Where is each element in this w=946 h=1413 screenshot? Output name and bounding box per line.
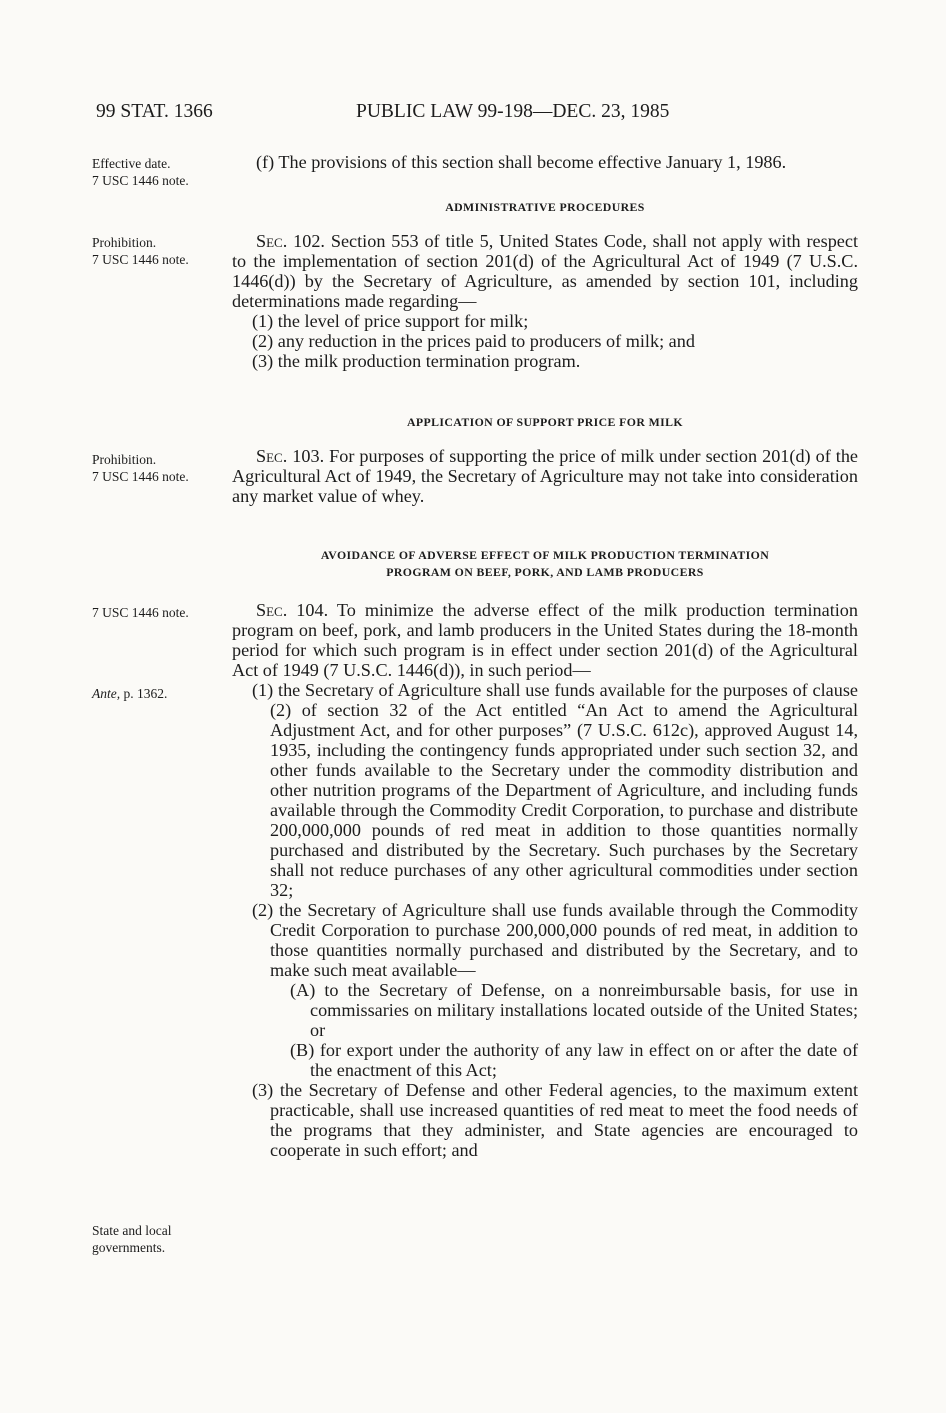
- margin-note-effective-date: [92, 155, 232, 189]
- paragraph-f: (f) The provisions of this section shall become effective January 1, 1986.: [256, 152, 787, 172]
- list-subitem: (B) for export under the authority of any law in effect on or after the date of the enactment of this Act;: [290, 1040, 858, 1080]
- section-text: Section 553 of title 5, United States Code, shall not apply with respect to the implementation of section 201(d) of the Agricultural Act of 1949 (7 U.S.C. 1446(d)) by the Secretary of Agriculture, as amended by section 101, including determinations made regarding—: [232, 231, 858, 311]
- ante-page: p. 1362.: [120, 686, 168, 701]
- margin-note-line: Prohibition.: [92, 452, 157, 467]
- section-label: Sec. 104.: [256, 600, 329, 620]
- margin-note-prohibition-103: [92, 451, 232, 485]
- margin-note-line: 7 USC 1446 note.: [92, 173, 189, 188]
- margin-note-sec104-usc: [92, 604, 232, 621]
- margin-note-line: governments.: [92, 1240, 166, 1255]
- margin-note-line: Prohibition.: [92, 235, 157, 250]
- heading-line: AVOIDANCE OF ADVERSE EFFECT OF MILK PRODUCTION TERMINATION: [320, 548, 770, 562]
- margin-note-line: 7 USC 1446 note.: [92, 252, 189, 267]
- list-item: (2) the Secretary of Agriculture shall use funds available through the Commodity Credit Corporation to purchase 200,000,000 pounds of red meat, in addition to those quantities normally purchased and distributed by the Secretary, and to make such meat available—: [252, 900, 858, 980]
- list-item: (1) the Secretary of Agriculture shall use funds available for the purposes of clause (2) of section 32 of the Act entitled “An Act to amend the Agricultural Adjustment Act, and for other purposes” (7 U.S.C. 612c), approved August 14, 1935, including the contingency funds appropriated under such section 32, and other funds available to the Secretary under the commodity distribution and other nutrition programs of the Department of Agriculture, and including funds available through the Commodity Credit Corporation, to purchase and distribute 200,000,000 pounds of red meat in addition to those quantities normally purchased and distributed by the Secretary. Such purchases by the Secretary shall not reduce purchases of any other agricultural commodities under section 32;: [252, 680, 858, 900]
- margin-note-line: State and local: [92, 1223, 172, 1238]
- margin-note-line: 7 USC 1446 note.: [92, 605, 189, 620]
- list-item: (3) the Secretary of Defense and other Federal agencies, to the maximum extent practicable, shall use increased quantities of red meat to meet the food needs of the programs that they administer, and State agencies are encouraged to cooperate in such effort; and: [252, 1080, 858, 1160]
- section-text: For purposes of supporting the price of milk under section 201(d) of the Agricultural Act of 1949, the Secretary of Agriculture may not take into consideration any market value of whey.: [232, 446, 858, 506]
- margin-note-prohibition-102: [92, 234, 232, 268]
- heading-support-price: APPLICATION OF SUPPORT PRICE FOR MILK: [406, 415, 683, 429]
- section-text: To minimize the adverse effect of the milk production termination program on beef, pork, and lamb producers in the United States during the 18-month period for which such program is in effect under section 201(d) of the Agricultural Act of 1949 (7 U.S.C. 1446(d)), in such period—: [232, 600, 858, 680]
- margin-note-ante: [92, 685, 232, 702]
- list-subitem: (A) to the Secretary of Defense, on a nonreimbursable basis, for use in commissaries on military installations located outside of the United States; or: [290, 980, 858, 1040]
- section-103: [232, 446, 858, 506]
- law-title: PUBLIC LAW 99-198—DEC. 23, 1985: [356, 101, 670, 122]
- heading-avoidance: [232, 547, 858, 581]
- section-label: Sec. 102.: [256, 231, 325, 251]
- margin-note-line: 7 USC 1446 note.: [92, 469, 189, 484]
- ante-italic: Ante,: [92, 686, 121, 701]
- heading-administrative-procedures: ADMINISTRATIVE PROCEDURES: [445, 200, 645, 214]
- list-item: (3) the milk production termination program.: [252, 351, 581, 371]
- margin-note-line: Effective date.: [92, 156, 171, 171]
- margin-note-state-local: [92, 1222, 232, 1256]
- section-label: Sec. 103.: [256, 446, 325, 466]
- list-item: (1) the level of price support for milk;: [252, 311, 529, 331]
- stat-reference: 99 STAT. 1366: [96, 101, 213, 122]
- heading-line: PROGRAM ON BEEF, PORK, AND LAMB PRODUCERS: [386, 565, 704, 579]
- list-item: (2) any reduction in the prices paid to producers of milk; and: [252, 331, 695, 351]
- section-104: [232, 600, 858, 1160]
- section-102: [232, 231, 858, 371]
